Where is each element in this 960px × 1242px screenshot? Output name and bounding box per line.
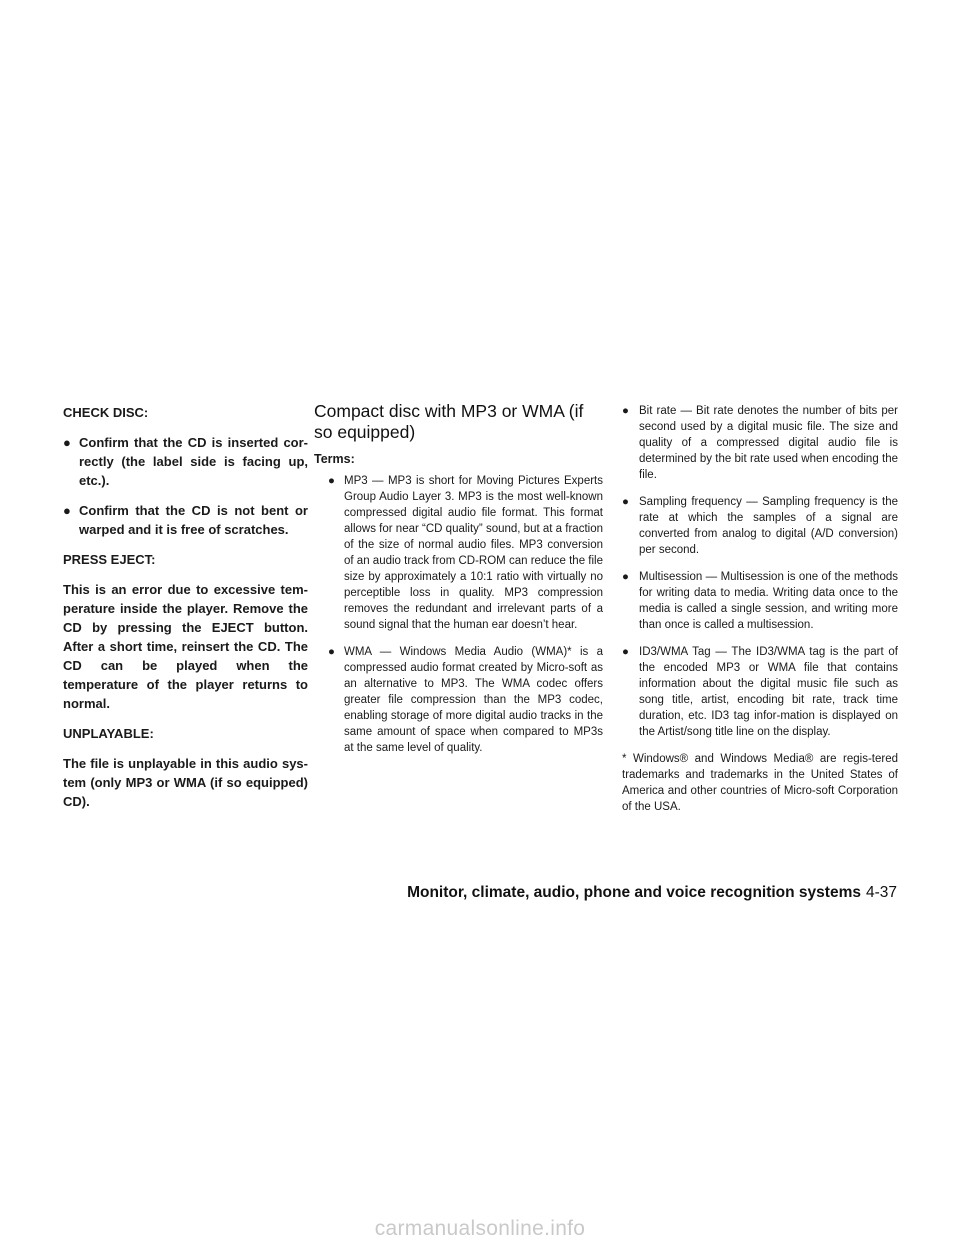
middle-column [314,403,603,767]
term-item-sampling-frequency [622,494,898,558]
page-footer [0,884,897,902]
check-disc-bullet [63,433,308,490]
bullet-icon: ● [622,496,629,508]
term-item-mp3 [314,473,603,633]
left-column [63,403,308,822]
term-item-id3-tag [622,644,898,740]
term-text: Multisession — Multisession is one of the methods for writing data to media. Writing data once to the media is called a single session, and writing more than once is called a multisession. [639,571,898,631]
bullet-text: Confirm that the CD is not bent or warped and it is free of scratches. [79,503,308,537]
term-text: Sampling frequency — Sampling frequency is the rate at which the samples of a signal are converted from analog to digital (A/D conversion) per second. [639,496,898,556]
bullet-icon: ● [622,405,629,417]
bullet-icon: ● [328,475,335,487]
term-text: WMA — Windows Media Audio (WMA)* is a compressed audio format created by Micro-soft as an alternative to MP3. The WMA codec offers greater file compression than the MP3 codec, enabling storage of more digital audio tracks in the same amount of space when compared to MP3s at the same level of quality. [344,646,603,754]
term-text: Bit rate — Bit rate denotes the number of bits per second used by a digital music file. The size and quality of a compressed digital audio file is determined by the bit rate used when encoding the file. [639,405,898,481]
press-eject-heading: PRESS EJECT: [63,552,156,567]
terms-label: Terms: [314,452,355,466]
term-item-bit-rate [622,403,898,483]
page-number: 4-37 [865,884,897,901]
check-disc-heading: CHECK DISC: [63,405,149,420]
check-disc-bullet [63,501,308,539]
term-text: ID3/WMA Tag — The ID3/WMA tag is the part of the encoded MP3 or WMA file that contains information about the digital music file such as song title, artist, encoding bit rate, track time duration, etc. ID3 tag infor-mation is displayed on the Artist/song title line on the display. [639,646,898,738]
bullet-icon: ● [328,646,335,658]
bullet-icon: ● [63,435,71,450]
bullet-icon: ● [622,571,629,583]
unplayable-heading: UNPLAYABLE: [63,726,154,741]
footer-section-name: Monitor, climate, audio, phone and voice recognition systems [407,884,861,901]
term-item-wma [314,644,603,756]
term-text: MP3 — MP3 is short for Moving Pictures Experts Group Audio Layer 3. MP3 is the most well-known compressed digital audio file format. This format allows for near “CD quality” sound, but at a fraction of the size of normal audio files. MP3 conversion of an audio track from CD-ROM can reduce the file size by approximately a 10:1 ratio with virtually no perceptible loss in quality. MP3 compression removes the redundant and irrelevant parts of a sound signal that the human ear doesn’t hear. [344,475,603,631]
bullet-icon: ● [63,503,71,518]
watermark: carmanualsonline.info [374,1217,586,1240]
bullet-text: Confirm that the CD is inserted cor-rectly (the label side is facing up, etc.). [79,435,308,488]
unplayable-text: The file is unplayable in this audio sys-tem (only MP3 or WMA (if so equipped) CD). [63,756,308,809]
section-title: Compact disc with MP3 or WMA (if so equipped) [314,401,584,442]
press-eject-text: This is an error due to excessive tem-perature inside the player. Remove the CD by pressing the EJECT button. After a short time, reinsert the CD. The CD can be played when the temperature of the player returns to normal. [63,582,308,711]
trademark-note: * Windows® and Windows Media® are regis-tered trademarks and trademarks in the United States of America and other countries of Micro-soft Corporation of the USA. [622,753,898,813]
right-column [622,403,898,815]
bullet-icon: ● [622,646,629,658]
term-item-multisession [622,569,898,633]
